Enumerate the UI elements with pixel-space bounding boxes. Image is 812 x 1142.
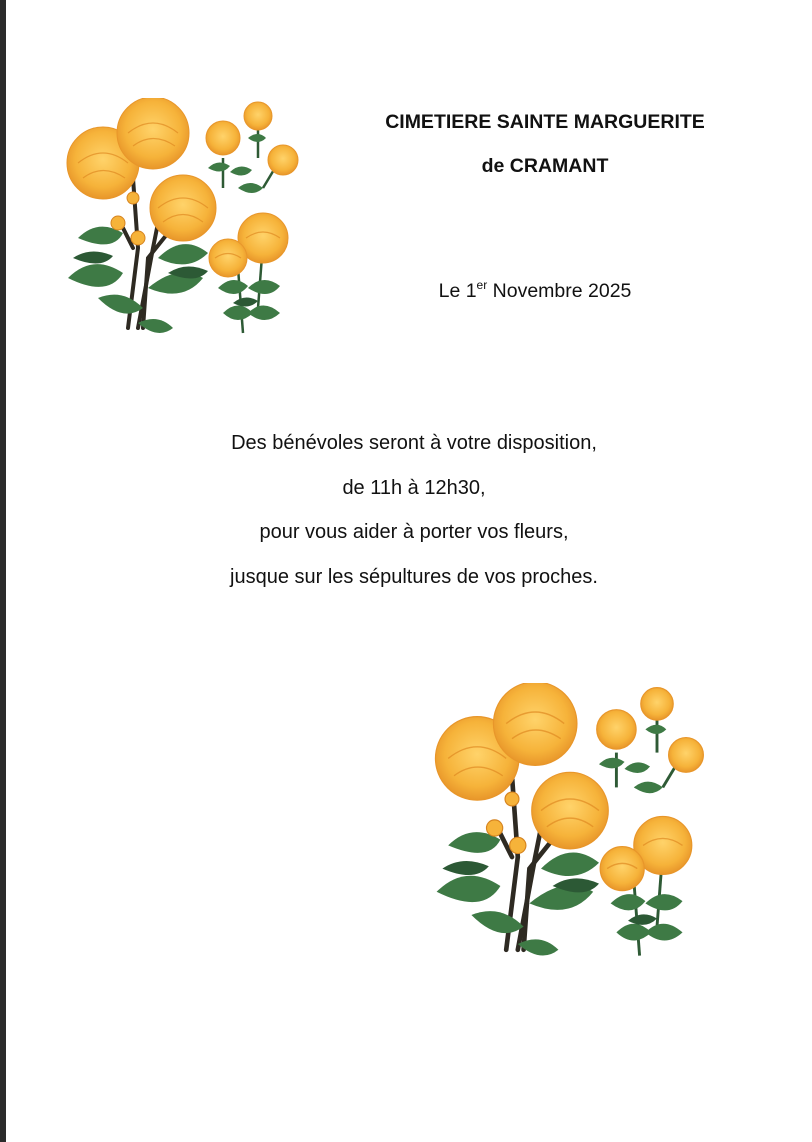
message-line: Des bénévoles seront à votre disposition, xyxy=(231,432,597,454)
date-suffix: Novembre 2025 xyxy=(487,280,632,302)
document-title xyxy=(340,100,750,188)
event-date xyxy=(330,280,740,303)
date-prefix: Le 1 xyxy=(438,280,477,302)
chrysanthemum-bouquet-bottom-right-icon xyxy=(420,683,720,973)
message-line: de 11h à 12h30, xyxy=(342,476,486,499)
chrysanthemum-bouquet-top-left-icon xyxy=(58,98,308,348)
announcement-message xyxy=(0,421,812,599)
date-superscript: er xyxy=(476,278,488,292)
title-line-2: de CRAMANT xyxy=(481,155,609,177)
message-line: pour vous aider à porter vos fleurs, xyxy=(259,521,569,543)
title-line-1: CIMETIERE SAINTE MARGUERITE xyxy=(385,111,705,133)
message-line: jusque sur les sépultures de vos proches. xyxy=(230,565,598,588)
